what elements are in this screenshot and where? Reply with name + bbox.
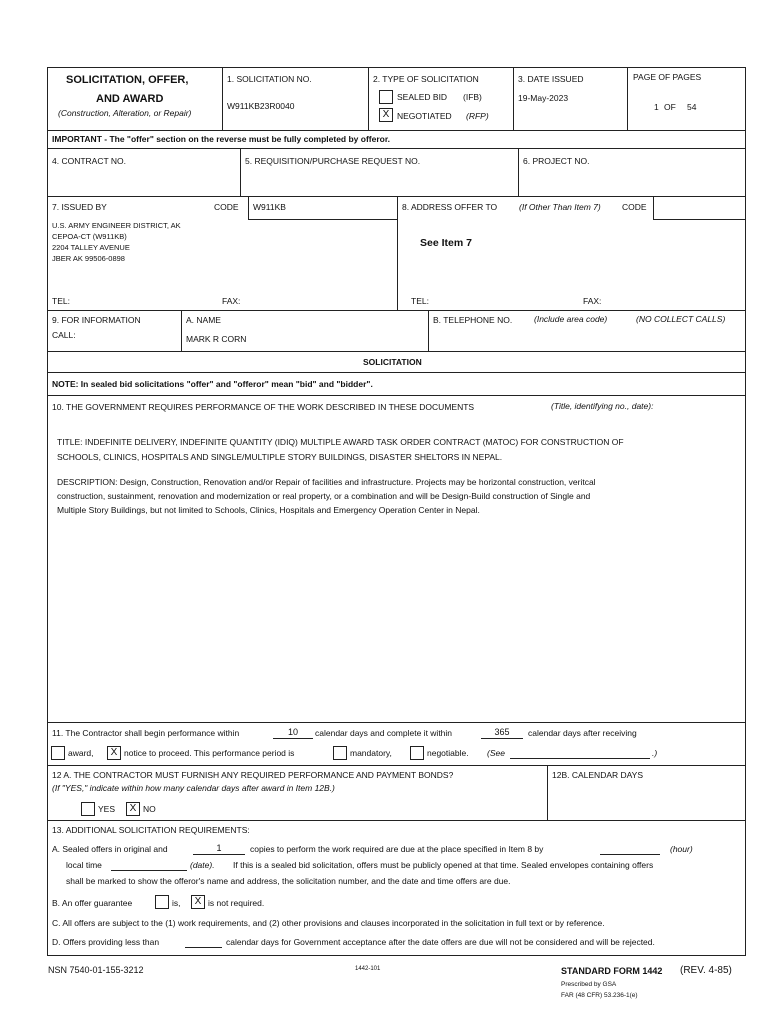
item13c-text: C. All offers are subject to the (1) work requirements, and (2) other provisions and clauses incorporated in the solicitation in full text or by reference. (52, 918, 605, 928)
sealed-bid-checkbox[interactable] (379, 90, 393, 104)
issued-by-tel-label: TEL: (52, 296, 70, 306)
issued-by-code[interactable]: W911KB (253, 202, 286, 212)
nsn-number: NSN 7540-01-155-3212 (48, 965, 144, 975)
sealed-bid-abbr: (IFB) (463, 92, 482, 102)
address-offer-value[interactable]: See Item 7 (420, 237, 472, 249)
ntp-label: notice to proceed. This performance period is (124, 748, 295, 758)
negotiable-checkbox[interactable] (410, 746, 424, 760)
info-call-label-line2: CALL: (52, 330, 76, 340)
issued-by-code-label: CODE (214, 202, 239, 212)
contract-no-label: 4. CONTRACT NO. (52, 156, 126, 166)
ntp-checkbox[interactable]: X (107, 746, 121, 760)
requisition-label: 5. REQUISITION/PURCHASE REQUEST NO. (245, 156, 421, 166)
issued-by-address-line4: JBER AK 99506-0898 (52, 254, 125, 263)
type-of-solicitation-label: 2. TYPE OF SOLICITATION (373, 74, 479, 84)
item13a-text3: local time (66, 860, 102, 870)
item10-qualifier: (Title, identifying no., date): (551, 401, 654, 411)
item12b-label: 12B. CALENDAR DAYS (552, 770, 644, 780)
title-line2: SCHOOLS, CLINICS, HOSPITALS AND SINGLE/MULTIPLE STORY BUILDINGS, DISASTER SHELTORS IN NEPAL. (57, 452, 503, 462)
mandatory-checkbox[interactable] (333, 746, 347, 760)
page-total: 54 (687, 102, 697, 112)
telephone-qualifier: (Include area code) (534, 314, 608, 324)
page-of: OF (664, 102, 676, 112)
item13a-text4: If this is a sealed bid solicitation, offers must be publicly opened at that time. Sealed envelopes containing offers (233, 860, 654, 870)
award-checkbox[interactable] (51, 746, 65, 760)
project-no-label: 6. PROJECT NO. (523, 156, 590, 166)
item11-text-a: 11. The Contractor shall begin performance within (52, 728, 240, 738)
address-offer-label: 8. ADDRESS OFFER TO (402, 202, 498, 212)
address-offer-qualifier: (If Other Than Item 7) (519, 202, 601, 212)
item13b-text1: B. An offer guarantee (52, 898, 133, 908)
item13a-date: (date). (190, 860, 215, 870)
description-line1: DESCRIPTION: Design, Construction, Renovation and/or Repair of facilities and infrastructure. Projects may be horizontal construction, veritcal (57, 477, 596, 487)
begin-days[interactable]: 10 (287, 727, 298, 737)
item13a-text5: shall be marked to show the offeror's name and address, the solicitation number, and the date and time offers are due. (66, 876, 511, 886)
form-code: 1442-101 (355, 966, 381, 972)
award-label: award, (68, 748, 94, 758)
item13a-text1: A. Sealed offers in original and (52, 844, 168, 854)
item12a-label: 12 A. THE CONTRACTOR MUST FURNISH ANY REQUIRED PERFORMANCE AND PAYMENT BONDS? (52, 770, 454, 780)
item13a-hour: (hour) (670, 844, 693, 854)
solicitation-heading: SOLICITATION (363, 357, 422, 367)
far-reference: FAR (48 CFR) 53.236-1(e) (561, 992, 638, 999)
form-subtitle: (Construction, Alteration, or Repair) (58, 108, 192, 118)
see-label: (See (487, 748, 505, 758)
bonds-yes-checkbox[interactable] (81, 802, 95, 816)
item11-text-c: calendar days after receiving (528, 728, 637, 738)
item13a-text2: copies to perform the work required are due at the place specified in Item 8 by (250, 844, 544, 854)
telephone-no-collect: (NO COLLECT CALLS) (636, 314, 726, 324)
address-offer-code-label: CODE (622, 202, 647, 212)
date-issued-value[interactable]: 19-May-2023 (518, 93, 569, 103)
negotiable-label: negotiable. (427, 748, 469, 758)
date-issued-label: 3. DATE ISSUED (518, 74, 584, 84)
item13b-text2: is not required. (208, 898, 265, 908)
item13b-is: is, (172, 898, 181, 908)
description-line3: Multiple Story Buildings, but not limited to Schools, Clinics, Hospitals and Emergency Operation Center in Nepal. (57, 505, 480, 515)
issued-by-address-line3: 2204 TALLEY AVENUE (52, 243, 130, 252)
item12a-qualifier: (If "YES," indicate within how many calendar days after award in Item 12B.) (52, 783, 335, 793)
copies-count[interactable]: 1 (216, 843, 222, 853)
important-notice: IMPORTANT - The "offer" section on the reverse must be fully completed by offeror. (52, 134, 391, 144)
bonds-no-label: NO (143, 804, 156, 814)
form-title-line2: AND AWARD (96, 93, 164, 105)
info-call-label: 9. FOR INFORMATION (52, 315, 141, 325)
form-title: SOLICITATION, OFFER, (66, 74, 189, 86)
mandatory-label: mandatory, (350, 748, 392, 758)
address-offer-tel-label: TEL: (411, 296, 429, 306)
description-line2: construction, sustainment, renovation and modernization or real property, or a combination and will be Design-Build construction of Single and (57, 491, 591, 501)
bonds-no-checkbox[interactable]: X (126, 802, 140, 816)
item11-text-b: calendar days and complete it within (315, 728, 453, 738)
contact-name[interactable]: MARK R CORN (186, 334, 247, 344)
prescribed-by: Prescribed by GSA (561, 981, 617, 988)
item13d-text1: D. Offers providing less than (52, 937, 160, 947)
negotiated-abbr: (RFP) (466, 111, 489, 121)
page-current: 1 (654, 102, 659, 112)
issued-by-label: 7. ISSUED BY (52, 202, 107, 212)
sealed-bid-label: SEALED BID (397, 92, 448, 102)
name-label: A. NAME (186, 315, 221, 325)
address-offer-fax-label: FAX: (583, 296, 602, 306)
guarantee-is-checkbox[interactable] (155, 895, 169, 909)
guarantee-not-checkbox[interactable]: X (191, 895, 205, 909)
issued-by-address-line1: U.S. ARMY ENGINEER DISTRICT, AK (52, 221, 181, 230)
item13d-text2: calendar days for Government acceptance after the date offers are due will not be considered and will be rejected. (226, 937, 655, 947)
form-revision: (REV. 4-85) (680, 965, 732, 976)
form-name: STANDARD FORM 1442 (561, 966, 663, 976)
telephone-label: B. TELEPHONE NO. (433, 315, 513, 325)
solicitation-no-value[interactable]: W911KB23R0040 (227, 101, 295, 111)
item10-label: 10. THE GOVERNMENT REQUIRES PERFORMANCE OF THE WORK DESCRIBED IN THESE DOCUMENTS (52, 402, 475, 412)
complete-days[interactable]: 365 (494, 727, 510, 737)
page-of-pages-label: PAGE OF PAGES (633, 72, 702, 82)
negotiated-label: NEGOTIATED (397, 111, 452, 121)
bonds-yes-label: YES (98, 804, 116, 814)
issued-by-address-line2: CEPOA-CT (W911KB) (52, 232, 127, 241)
solicitation-no-label: 1. SOLICITATION NO. (227, 74, 312, 84)
item13-label: 13. ADDITIONAL SOLICITATION REQUIREMENTS: (52, 825, 250, 835)
issued-by-fax-label: FAX: (222, 296, 241, 306)
sealed-bid-note: NOTE: In sealed bid solicitations "offer" and "offeror" mean "bid" and "bidder". (52, 379, 373, 389)
see-close: .) (652, 748, 658, 758)
title-line1: TITLE: INDEFINITE DELIVERY, INDEFINITE QUANTITY (IDIQ) MULTIPLE AWARD TASK ORDER CONTRACT (MATOC) FOR CONSTRUCTION OF (57, 437, 624, 447)
negotiated-checkbox[interactable]: X (379, 108, 393, 122)
